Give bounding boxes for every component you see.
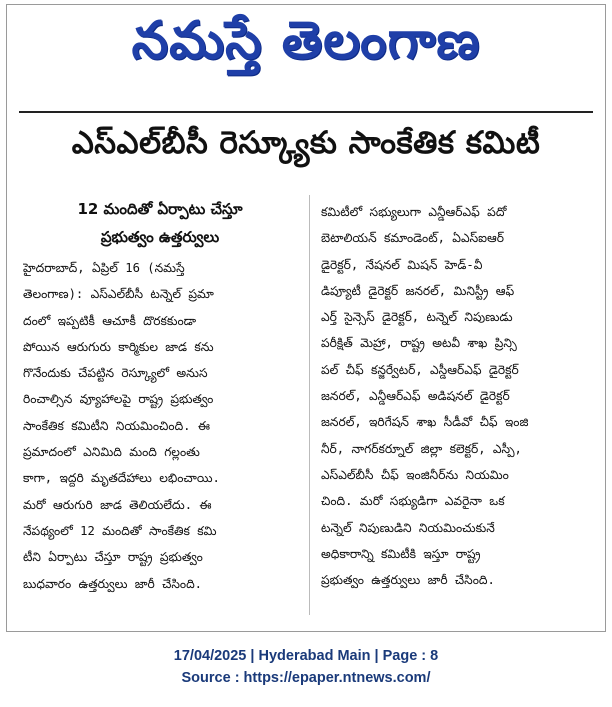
masthead-logo: నమస్తే తెలంగాణ <box>131 11 481 71</box>
article-line: తెలంగాణ): ఎస్ఎల్‌బీసీ టన్నెల్ ప్రమా <box>23 287 214 302</box>
footer-date-edition: 17/04/2025 | Hyderabad Main | Page : 8 <box>173 648 439 664</box>
article-line: నేపథ్యంలో 12 మందితో సాంకేతిక కమి <box>23 523 217 538</box>
article-line: పల్ చీఫ్ కన్జర్వేటర్, ఎస్డీఆర్ఎఫ్ డైరెక్టర్ <box>321 362 519 377</box>
article-line: కమిటీలో సభ్యులుగా ఎన్డీఆర్ఎఫ్ పదో <box>321 205 507 219</box>
article-line: టన్నెల్ నిపుణుడిని నియమించుకునే <box>321 520 495 535</box>
article-line: ఎర్త్ సైన్సెస్ డైరెక్టర్, టన్నెల్ నిపుణుడు <box>321 310 513 325</box>
subheadline <box>25 195 295 251</box>
article-line: జనరల్, ఇరిగేషన్ శాఖ సీడీవో చీఫ్ ఇంజి <box>321 415 529 430</box>
subheadline-line: ప్రభుత్వం ఉత్తర్వులు <box>100 228 220 246</box>
article-line: డిప్యూటీ డైరెక్టర్ జనరల్, మినిస్ట్రీ ఆఫ్ <box>321 283 515 298</box>
subheadline-line: 12 మందితో ఏర్పాటు చేస్తూ <box>77 200 243 218</box>
article-line: రించాల్సిన వ్యూహాలపై రాష్ట్ర ప్రభుత్వం <box>23 392 214 407</box>
article-line: ఎస్ఎల్‌బీసీ చీఫ్ ఇంజినీర్‌ను నియమిం <box>321 467 509 482</box>
article-line: దంలో ఇప్పటికీ ఆచూకీ దొరకకుండా <box>23 313 197 328</box>
article-line: బుధవారం ఉత్తర్వులు జారీ చేసింది. <box>23 576 203 591</box>
article-line: పరీక్షిత్ మెహ్రా, రాష్ట్ర అటవీ శాఖ ప్రిన్సి <box>321 336 517 351</box>
article-line: జనరల్, ఎన్డీఆర్ఎఫ్ అడిషనల్ డైరెక్టర్ <box>321 389 510 404</box>
column-divider <box>309 195 310 615</box>
article-line: హైదరాబాద్, ఏప్రిల్ 16 (నమస్తే <box>23 261 185 275</box>
article-line: సాంకేతిక కమిటీని నియమించింది. ఈ <box>23 418 210 433</box>
article-line: అధికారాన్ని కమిటీకి ఇస్తూ రాష్ట్ర <box>321 546 481 561</box>
article-column-right <box>321 199 597 593</box>
article-line: కాగా, ఇద్దరి మృతదేహాలు లభించాయి. <box>23 471 220 486</box>
article-line: పోయిన ఆరుగురు కార్మికుల జాడ కను <box>23 339 214 354</box>
article-line: ప్రభుత్వం ఉత్తర్వులు జారీ చేసింది. <box>321 573 495 588</box>
article-line: మరో ఆరుగురి జాడ తెలియలేదు. ఈ <box>23 497 212 512</box>
article-line: గొనేందుకు చేపట్టిన రెస్క్యూలో అనుస <box>23 366 208 381</box>
footer-source: Source : https://epaper.ntnews.com/ <box>181 670 431 686</box>
masthead-divider <box>19 111 593 113</box>
article-column-left <box>23 255 303 597</box>
article-line: టీని ఏర్పాటు చేస్తూ రాష్ట్ర ప్రభుత్వం <box>23 550 203 565</box>
article-line: బెటాలియన్ కమాండెంట్, ఏఎస్ఐఆర్ <box>321 231 504 246</box>
news-clipping <box>6 4 606 632</box>
article-line: చింది. మరో సభ్యుడిగా ఎవరైనా ఒక <box>321 494 505 509</box>
article-line: ప్రమాదంలో ఎనిమిది మంది గల్లంతు <box>23 445 200 460</box>
article-line: డైరెక్టర్, నేషనల్ మిషన్ హెడ్-వీ <box>321 257 483 272</box>
headline: ఎస్ఎల్‌బీసీ రెస్క్యూకు సాంకేతిక కమిటీ <box>71 125 541 161</box>
masthead <box>7 5 605 105</box>
article-line: నీర్, నాగర్‌కర్నూల్ జిల్లా కలెక్టర్, ఎస్పీ, <box>321 441 522 456</box>
